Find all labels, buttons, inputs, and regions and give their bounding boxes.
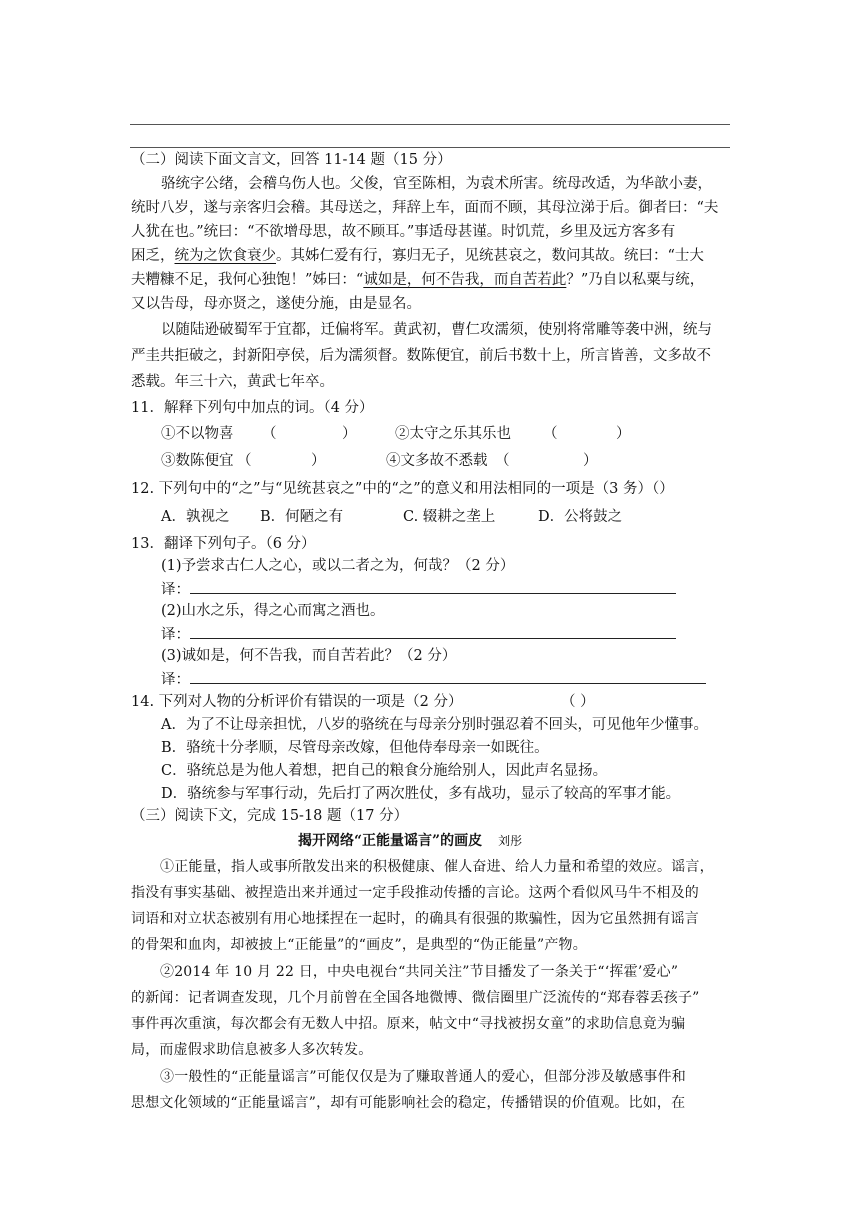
article-line: 局，而虚假求助信息被多人多次转发。 xyxy=(131,1042,373,1058)
article-line: ①正能量，指人或事所散发出来的积极健康、催人奋进、给人力量和希望的效应。谣言， xyxy=(160,859,714,875)
article-author: 刘彤 xyxy=(498,834,523,848)
q11-item-4: ④文多故不悉载 xyxy=(386,453,488,469)
q11-item-3: ③数陈便宜 xyxy=(161,453,234,469)
passage-line: 统时八岁，遂与亲客归会稽。其母送之，拜辞上车，面而不顾，其母泣涕于后。御者曰：“夫 xyxy=(131,200,719,216)
passage-line: 又以告母，母亦贤之，遂使分施，由是显名。 xyxy=(131,296,421,312)
q13-item-1: (1)予尝求古仁人之心，或以二者之为，何哉？（2 分） xyxy=(161,558,515,574)
passage-line: 困乏，统为之饮食衰少。其姊仁爱有行，寡归无子，见统甚哀之，数问其故。统曰：“士大 xyxy=(131,248,704,264)
answer-paren-open: （ xyxy=(237,453,252,469)
q14-option-a: A．为了不让母亲担忧，八岁的骆统在与母亲分别时强忍着不回头，可见他年少懂事。 xyxy=(161,717,708,733)
article-line: ③一般性的“正能量谣言”可能仅仅是为了赚取普通人的爱心，但部分涉及敏感事件和 xyxy=(160,1069,686,1085)
section-2-header: （二）阅读下面文言文，回答 11-14 题（15 分） xyxy=(131,152,452,168)
passage-line: 人犹在也。”统曰：“不欲增母思，故不顾耳。”事适母甚谨。时饥荒，乡里及远方客多有 xyxy=(131,224,676,240)
answer-paren: （ ） xyxy=(561,694,595,710)
article-line: 词语和对立状态被别有用心地揉捏在一起时，的确具有很强的欺骗性，因为它虽然拥有谣言 xyxy=(131,911,699,927)
q12-option-a: A．孰视之 xyxy=(161,509,230,525)
passage-line: 悉载。年三十六，黄武七年卒。 xyxy=(131,374,334,390)
article-line: 的骨架和血肉，却被披上“正能量”的“画皮”，是典型的“伪正能量”产物。 xyxy=(131,937,587,953)
answer-paren-close: ） xyxy=(342,426,357,442)
answer-blank xyxy=(190,579,676,594)
q13-item-2: (2)山水之乐，得之心而寓之酒也。 xyxy=(161,603,385,619)
translation-line: 译： xyxy=(161,669,706,690)
section-3-header: （三）阅读下文，完成 15-18 题（17 分） xyxy=(131,808,409,824)
answer-paren-open: （ xyxy=(543,426,558,442)
article-line: 指没有事实基础、被捏造出来并通过一定手段推动传播的言论。这两个看似风马牛不相及的 xyxy=(131,885,699,901)
q12-option-b: B．何陋之有 xyxy=(260,509,344,525)
passage-line: 以随陆逊破蜀军于宜都，迁偏将军。黄武初，曹仁攻濡须，使别将常雕等袭中洲，统与 xyxy=(161,322,712,338)
article-line: 思想文化领域的“正能量谣言”，却有可能影响社会的稳定，传播错误的价值观。比如，在 xyxy=(131,1095,686,1111)
q12-option-d: D．公将鼓之 xyxy=(538,509,623,525)
translation-line: 译： xyxy=(161,624,676,645)
q14-option-d: D．骆统参与军事行动，先后打了两次胜仗，多有战功，显示了较高的军事才能。 xyxy=(161,786,681,802)
passage-line: 骆统字公绪，会稽乌伤人也。父俊，官至陈相，为袁术所害。统母改适，为华歆小妻， xyxy=(161,176,712,192)
q12-option-c: C. 辍耕之垄上 xyxy=(403,509,496,525)
translation-line: 译： xyxy=(161,579,676,600)
answer-paren-close: ） xyxy=(583,453,598,469)
article-line: 的新闻：记者调查发现，几个月前曾在全国各地微博、微信圈里广泛流传的“郑春蓉丢孩子” xyxy=(131,990,700,1006)
article-line: 事件再次重演，每次都会有无数人中招。原来，帖文中“寻找被拐女童”的求助信息竟为骗 xyxy=(131,1016,686,1032)
article-title: 揭开网络“正能量谣言”的画皮 刘彤 xyxy=(298,833,523,849)
answer-blank xyxy=(190,669,706,684)
answer-paren-close: ） xyxy=(311,453,326,469)
passage-line: 严圭共拒破之，封新阳亭侯，后为濡须督。数陈便宜，前后书数十上，所言皆善，文多故不 xyxy=(131,348,711,364)
q11-item-1: ①不以物喜 xyxy=(161,426,234,442)
q13-item-3: (3)诚如是，何不告我，而自苦若此？（2 分） xyxy=(161,648,457,664)
question-14-stem: 14. 下列对人物的分析评价有错误的一项是（2 分） xyxy=(131,694,463,710)
answer-blank xyxy=(190,624,676,639)
underlined-phrase: 诚如是，何不告我，而自苦若此 xyxy=(363,272,567,288)
question-11-stem: 11．解释下列句中加点的词。（4 分） xyxy=(131,400,374,416)
q11-item-2: ②太守之乐其乐也 xyxy=(395,426,511,442)
answer-paren-open: （ xyxy=(495,453,510,469)
answer-paren-close: ） xyxy=(616,426,631,442)
question-12-stem: 12. 下列句中的“之”与“见统甚哀之”中的“之”的意义和用法相同的一项是（3 务）（） xyxy=(131,481,674,497)
answer-paren-open: （ xyxy=(262,426,277,442)
header-rule-bottom xyxy=(130,147,730,148)
q14-option-c: C．骆统总是为他人着想，把自己的粮食分施给别人，因此声名显扬。 xyxy=(161,763,608,779)
article-line: ②2014 年 10 月 22 日，中央电视台“共同关注”节目播发了一条关于“‘挥霍’爱心” xyxy=(160,964,679,980)
q14-option-b: B．骆统十分孝顺，尽管母亲改嫁，但他侍奉母亲一如既往。 xyxy=(161,740,549,756)
header-rule-top xyxy=(130,124,730,125)
passage-line: 夫糟糠不足，我何心独饱！”姊曰：“诚如是，何不告我，而自苦若此？”乃自以私粟与统， xyxy=(131,272,705,288)
underlined-phrase: 统为之饮食衰少 xyxy=(174,248,276,264)
question-13-stem: 13．翻译下列句子。（6 分） xyxy=(131,536,316,552)
